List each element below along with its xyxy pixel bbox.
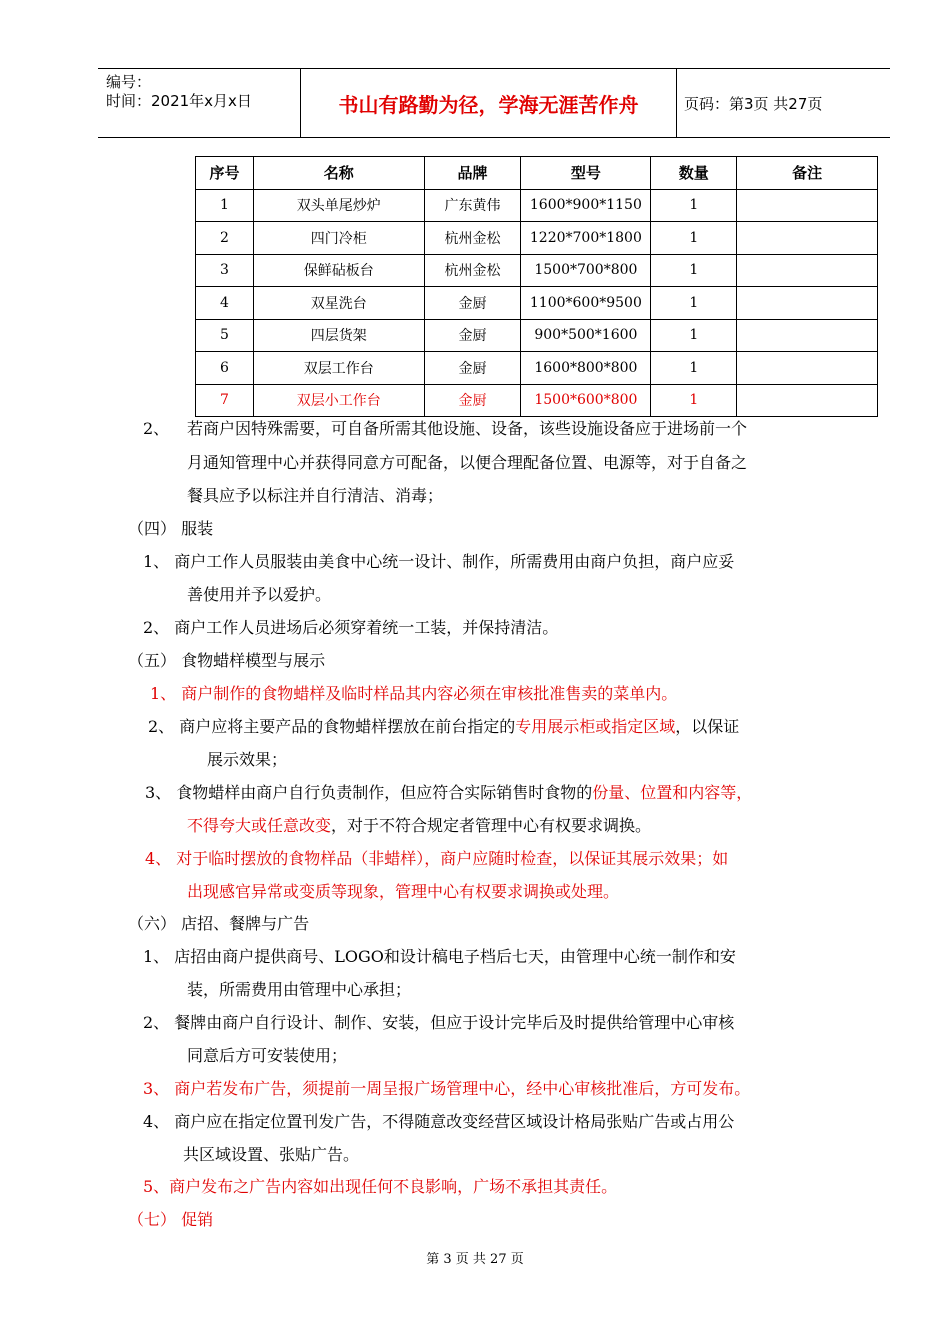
cell-brand: 金厨 — [424, 352, 521, 385]
paragraph-line: 月通知管理中心并获得同意方可配备，以便合理配备位置、电源等，对于自备之 — [187, 453, 748, 472]
paragraph-line: 善使用并予以爱护。 — [187, 585, 332, 604]
cell-remark — [737, 287, 878, 320]
cell-brand: 金厨 — [424, 384, 521, 417]
cell-brand: 金厨 — [424, 287, 521, 320]
paragraph-line — [148, 710, 739, 743]
cell-qty: 1 — [651, 384, 737, 417]
table-row — [196, 352, 878, 385]
table-row — [196, 222, 878, 255]
table-header-row — [196, 157, 878, 190]
paragraph-line: 展示效果； — [207, 750, 288, 769]
paragraph-line-red: 5、商户发布之广告内容如出现任何不良影响，广场不承担其责任。 — [143, 1177, 618, 1196]
cell-name: 保鲜砧板台 — [253, 254, 424, 287]
paragraph-line-red: 3、 商户若发布广告，须提前一周呈报广场管理中心，经中心审核批准后，方可发布。 — [143, 1079, 751, 1098]
cell-model: 1220*700*1800 — [521, 222, 651, 255]
cell-model: 1600*900*1150 — [521, 189, 651, 222]
cell-brand: 广东黄伟 — [424, 189, 521, 222]
cell-model: 1500*700*800 — [521, 254, 651, 287]
cell-index: 5 — [196, 319, 254, 352]
paragraph-line: 同意后方可安装使用； — [187, 1046, 348, 1065]
cell-index: 3 — [196, 254, 254, 287]
item-number: 2、 — [143, 419, 170, 438]
doc-code-label: 编号： — [106, 73, 152, 91]
col-header-brand: 品牌 — [424, 157, 521, 190]
cell-name: 双头单尾炒炉 — [253, 189, 424, 222]
cell-qty: 1 — [651, 352, 737, 385]
col-header-qty: 数量 — [651, 157, 737, 190]
text-span-red: 不得夸大或任意改变 — [187, 816, 332, 835]
cell-model: 900*500*1600 — [521, 319, 651, 352]
paragraph-line: 装，所需费用由管理中心承担； — [187, 980, 412, 999]
table-row — [196, 319, 878, 352]
text-span: 2、 商户应将主要产品的食物蜡样摆放在前台指定的 — [148, 717, 516, 736]
section-heading: （六） 店招、餐牌与广告 — [128, 914, 310, 933]
page-footer: 第 3 页 共 27 页 — [426, 1252, 524, 1267]
paragraph-line: 若商户因特殊需要，可自备所需其他设施、设备，该些设施设备应于进场前一个 — [187, 419, 748, 438]
cell-model: 1500*600*800 — [521, 384, 651, 417]
text-span: 3、 食物蜡样由商户自行负责制作，但应符合实际销售时食物的 — [145, 783, 593, 802]
cell-qty: 1 — [651, 254, 737, 287]
paragraph-line: 共区域设置、张贴广告。 — [183, 1145, 360, 1164]
equipment-table — [195, 156, 878, 417]
cell-remark — [737, 384, 878, 417]
cell-name: 双星洗台 — [253, 287, 424, 320]
page-header — [98, 68, 890, 138]
paragraph-line: 1、 店招由商户提供商号、LOGO和设计稿电子档后七天，由管理中心统一制作和安 — [143, 947, 736, 966]
paragraph-line: 1、 商户工作人员服装由美食中心统一设计、制作，所需费用由商户负担，商户应妥 — [143, 552, 735, 571]
cell-remark — [737, 352, 878, 385]
text-span-red: 份量、位置和内容等， — [592, 783, 753, 802]
cell-remark — [737, 319, 878, 352]
col-header-index: 序号 — [196, 157, 254, 190]
col-header-model: 型号 — [521, 157, 651, 190]
cell-qty: 1 — [651, 189, 737, 222]
table-row — [196, 287, 878, 320]
cell-name: 双层小工作台 — [253, 384, 424, 417]
cell-name: 双层工作台 — [253, 352, 424, 385]
cell-index: 7 — [196, 384, 254, 417]
paragraph-line: 2、 商户工作人员进场后必须穿着统一工装，并保持清洁。 — [143, 618, 559, 637]
paragraph-line: 2、 餐牌由商户自行设计、制作、安装，但应于设计完毕后及时提供给管理中心审核 — [143, 1013, 735, 1032]
col-header-remark: 备注 — [737, 157, 878, 190]
text-span: ，对于不符合规定者管理中心有权要求调换。 — [331, 816, 652, 835]
section-heading: （四） 服装 — [128, 519, 214, 538]
paragraph-line-red: 4、 对于临时摆放的食物样品（非蜡样），商户应随时检查，以保证其展示效果；如 — [145, 849, 729, 868]
table-row — [196, 189, 878, 222]
cell-index: 6 — [196, 352, 254, 385]
cell-remark — [737, 222, 878, 255]
doc-time-label: 时间：2021年x月x日 — [106, 92, 252, 110]
header-page-label: 页码：第3页 共27页 — [684, 95, 823, 113]
table-row — [196, 254, 878, 287]
cell-model: 1600*800*800 — [521, 352, 651, 385]
cell-index: 4 — [196, 287, 254, 320]
col-header-name: 名称 — [253, 157, 424, 190]
cell-model: 1100*600*9500 — [521, 287, 651, 320]
header-divider — [676, 69, 677, 137]
paragraph-line: 餐具应予以标注并自行清洁、消毒； — [187, 486, 444, 505]
cell-brand: 金厨 — [424, 319, 521, 352]
cell-brand: 杭州金松 — [424, 254, 521, 287]
paragraph-line-red: 出现感官异常或变质等现象，管理中心有权要求调换或处理。 — [187, 882, 620, 901]
cell-name: 四层货架 — [253, 319, 424, 352]
section-heading: （五） 食物蜡样模型与展示 — [128, 651, 326, 670]
paragraph-line-red: 1、 商户制作的食物蜡样及临时样品其内容必须在审核批准售卖的菜单内。 — [150, 684, 678, 703]
cell-remark — [737, 189, 878, 222]
paragraph-line — [145, 776, 752, 809]
header-motto: 书山有路勤为径，学海无涯苦作舟 — [338, 93, 639, 117]
text-span-red: 专用展示柜或指定区域 — [515, 717, 676, 736]
cell-index: 1 — [196, 189, 254, 222]
header-meta — [106, 73, 252, 111]
cell-qty: 1 — [651, 222, 737, 255]
paragraph-line — [187, 809, 651, 842]
section-heading-red: （七） 促销 — [128, 1210, 214, 1229]
cell-brand: 杭州金松 — [424, 222, 521, 255]
cell-qty: 1 — [651, 319, 737, 352]
paragraph-line: 4、 商户应在指定位置刊发广告，不得随意改变经营区域设计格局张贴广告或占用公 — [143, 1112, 735, 1131]
cell-index: 2 — [196, 222, 254, 255]
cell-name: 四门冷柜 — [253, 222, 424, 255]
text-span: ，以保证 — [675, 717, 740, 736]
cell-qty: 1 — [651, 287, 737, 320]
cell-remark — [737, 254, 878, 287]
